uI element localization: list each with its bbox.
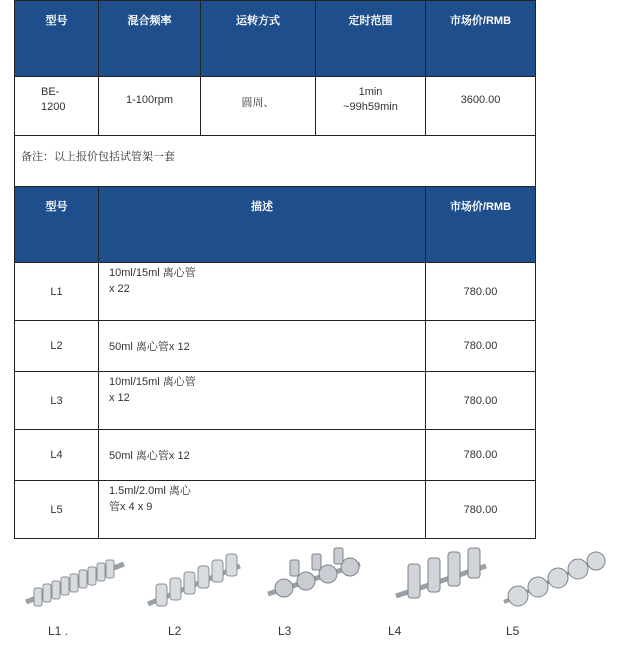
table-row xyxy=(15,321,536,372)
tube-rack-l1-image xyxy=(18,544,128,622)
cell-model: L4 xyxy=(15,430,99,481)
spec-row xyxy=(15,77,536,136)
accessory-header-row xyxy=(15,187,536,263)
tube-rack-l5-image xyxy=(498,544,608,622)
header-timer: 定时范围 xyxy=(316,1,426,77)
cell-price: 780.00 xyxy=(426,481,536,539)
thumbnail-label: L2 xyxy=(168,624,182,638)
tube-rack-l2-image xyxy=(134,544,244,622)
cell-model: L5 xyxy=(15,481,99,539)
thumbnail-label: L5 xyxy=(506,624,520,638)
cell-price: 3600.00 xyxy=(426,77,536,136)
table-row xyxy=(15,481,536,539)
cell-price: 780.00 xyxy=(426,263,536,321)
thumbnail-l3 xyxy=(260,544,370,638)
header-description: 描述 xyxy=(99,187,426,263)
thumbnail-label: L4 xyxy=(388,624,402,638)
accessory-table xyxy=(14,186,536,539)
thumbnail-label: L1 . xyxy=(48,624,69,638)
table-row xyxy=(15,372,536,430)
table-row xyxy=(15,430,536,481)
product-thumbnails xyxy=(14,544,614,645)
spec-header-row xyxy=(15,1,536,77)
cell-model: L3 xyxy=(15,372,99,430)
header-model: 型号 xyxy=(15,1,99,77)
cell-timer: 1min ~99h59min xyxy=(316,77,426,136)
table-row xyxy=(15,263,536,321)
cell-description: 10ml/15ml 离心管 x 12 xyxy=(99,372,426,430)
note-text: 备注：以上报价包括试管架一套 xyxy=(15,136,536,187)
tube-rack-l4-image xyxy=(382,544,492,622)
header-frequency: 混合频率 xyxy=(99,1,201,77)
header-mode: 运转方式 xyxy=(201,1,316,77)
thumbnail-l1 xyxy=(18,544,128,638)
tube-rack-l3-image xyxy=(260,544,370,622)
header-model: 型号 xyxy=(15,187,99,263)
thumbnail-l4 xyxy=(382,544,492,638)
cell-price: 780.00 xyxy=(426,430,536,481)
header-price: 市场价/RMB xyxy=(426,187,536,263)
cell-description: 50ml 离心管x 12 xyxy=(99,321,426,372)
thumbnail-l2 xyxy=(134,544,244,638)
thumbnail-l5 xyxy=(498,544,608,638)
cell-description: 10ml/15ml 离心管 x 22 xyxy=(99,263,426,321)
spec-table xyxy=(14,0,536,187)
cell-model: BE- 1200 xyxy=(15,77,99,136)
thumbnail-label: L3 xyxy=(278,624,292,638)
cell-description: 50ml 离心管x 12 xyxy=(99,430,426,481)
header-price: 市场价/RMB xyxy=(426,1,536,77)
cell-price: 780.00 xyxy=(426,372,536,430)
cell-price: 780.00 xyxy=(426,321,536,372)
cell-mode: 圆周、 xyxy=(201,77,316,136)
cell-model: L2 xyxy=(15,321,99,372)
cell-frequency: 1-100rpm xyxy=(99,77,201,136)
cell-model: L1 xyxy=(15,263,99,321)
note-row xyxy=(15,136,536,187)
cell-description: 1.5ml/2.0ml 离心 管x 4 x 9 xyxy=(99,481,426,539)
